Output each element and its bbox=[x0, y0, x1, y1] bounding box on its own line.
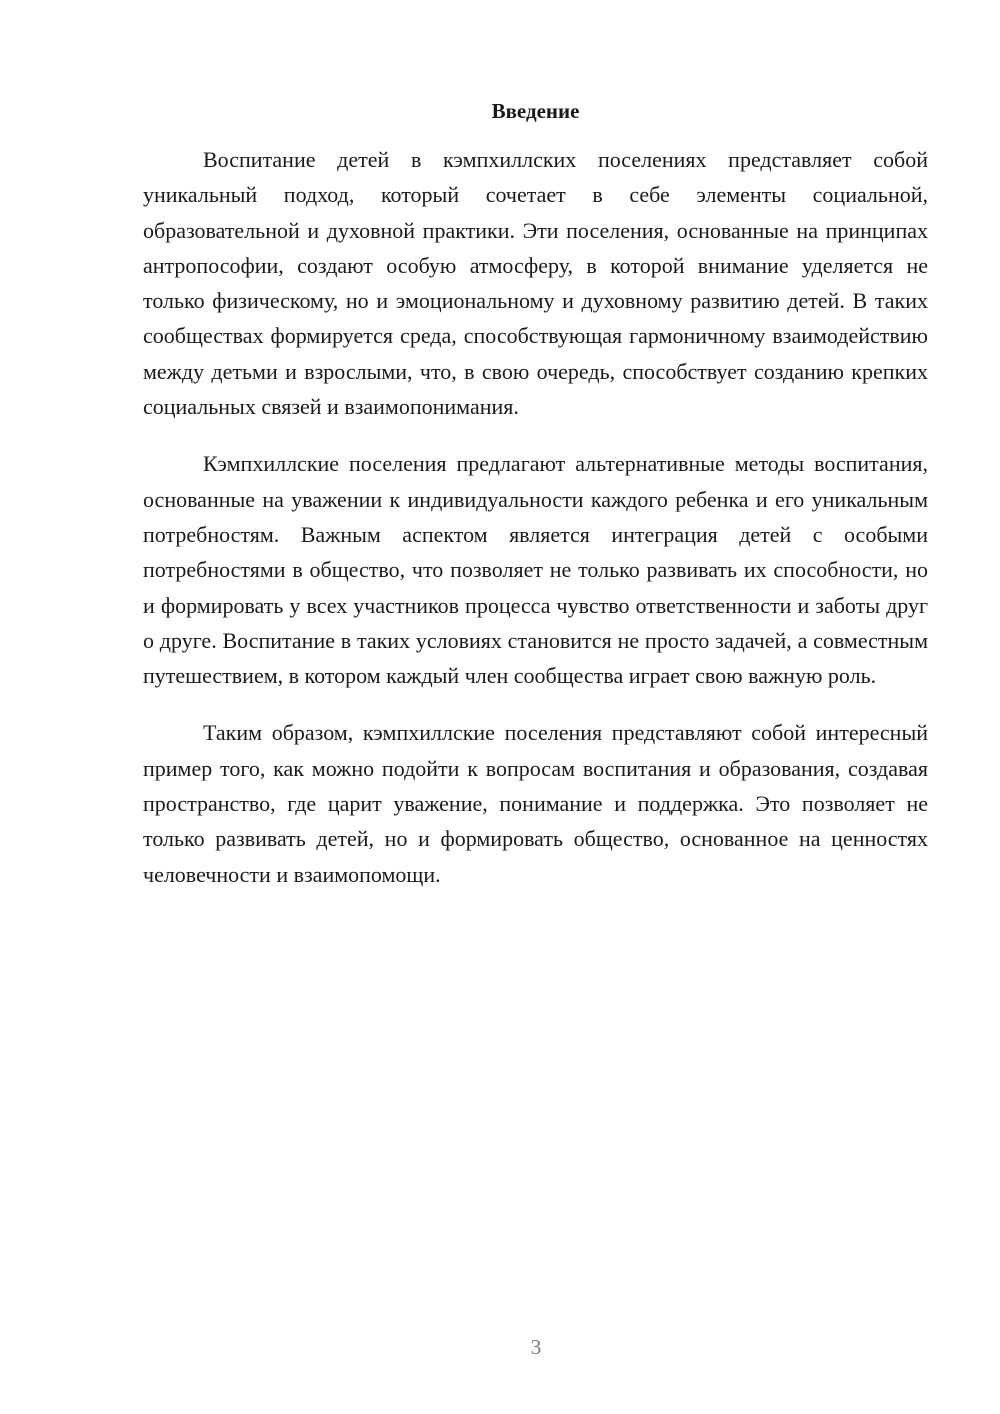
paragraph-2: Кэмпхиллские поселения предлагают альтернативные методы воспитания, основанные на уважении к индивидуальности каждого ребенка и его уникальным потребностям. Важным аспектом является интеграция детей с особыми потребностями в общество, что позволяет не только развивать их способности, но и формировать у всех участников процесса чувство ответственности и заботы друг о друге. Воспитание в таких условиях становится не просто задачей, а совместным путешествием, в котором каждый член сообщества играет свою важную роль. bbox=[143, 451, 928, 689]
paragraph-3: Таким образом, кэмпхиллские поселения представляют собой интересный пример того, как можно подойти к вопросам воспитания и образования, создавая пространство, где царит уважение, понимание и поддержка. Это позволяет не только развивать детей, но и формировать общество, основанное на ценностях человечности и взаимопомощи. bbox=[143, 720, 928, 887]
paragraph-1: Воспитание детей в кэмпхиллских поселениях представляет собой уникальный подход, который сочетает в себе элементы социальной, образовательной и духовной практики. Эти поселения, основанные на принципах антропософии, создают особую атмосферу, в которой внимание уделяется не только физическому, но и эмоциональному и духовному развитию детей. В таких сообществах формируется среда, способствующая гармоничному взаимодействию между детьми и взрослыми, что, в свою очередь, способствует созданию крепких социальных связей и взаимопонимания. bbox=[143, 147, 928, 420]
page-title: Введение bbox=[491, 99, 580, 123]
body-text bbox=[143, 142, 928, 914]
page-number: 3 bbox=[530, 1335, 542, 1359]
